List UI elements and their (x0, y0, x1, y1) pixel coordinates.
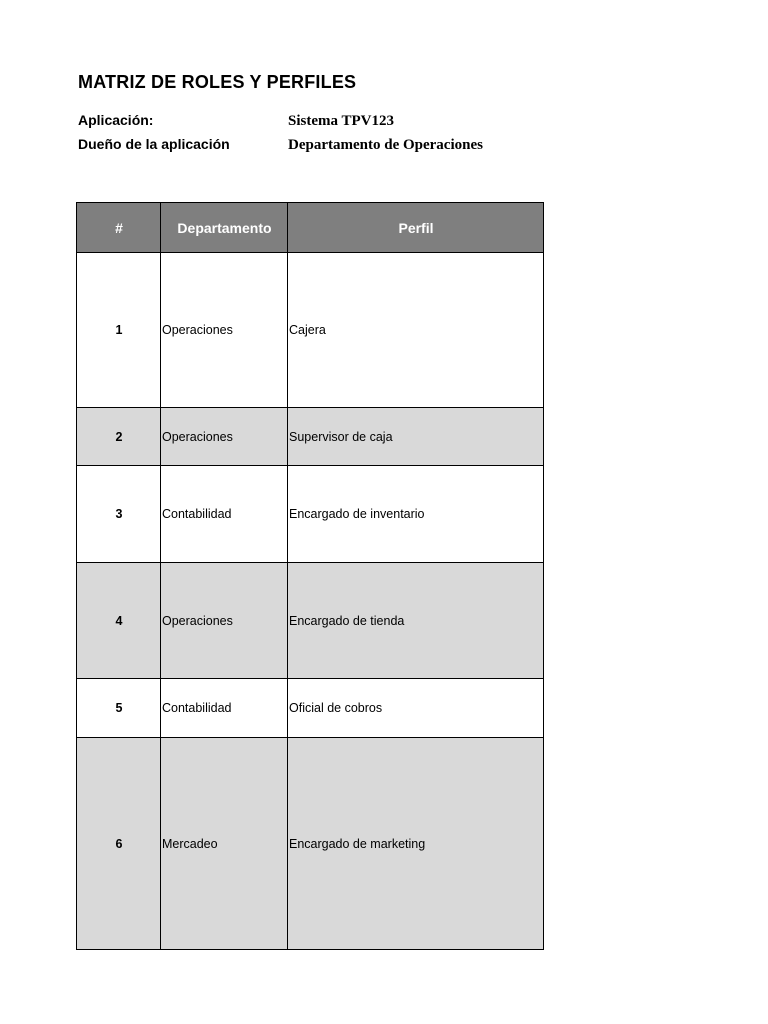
table-row (77, 563, 544, 679)
table-row (77, 408, 544, 466)
row-num: 6 (77, 738, 161, 950)
table-row (77, 253, 544, 408)
owner-label: Dueño de la aplicación (78, 136, 230, 152)
table-row (77, 679, 544, 738)
application-label: Aplicación: (78, 112, 154, 128)
row-department: Contabilidad (161, 466, 288, 563)
row-num: 4 (77, 563, 161, 679)
row-department: Contabilidad (161, 679, 288, 738)
row-num: 1 (77, 253, 161, 408)
header-num: # (77, 203, 161, 253)
header-department: Departamento (161, 203, 288, 253)
roles-matrix-table (76, 202, 544, 950)
row-num: 5 (77, 679, 161, 738)
row-profile: Encargado de marketing (288, 738, 544, 950)
row-profile: Encargado de inventario (288, 466, 544, 563)
row-department: Operaciones (161, 563, 288, 679)
row-num: 3 (77, 466, 161, 563)
application-value: Sistema TPV123 (288, 113, 394, 129)
row-profile: Supervisor de caja (288, 408, 544, 466)
row-department: Mercadeo (161, 738, 288, 950)
row-profile: Oficial de cobros (288, 679, 544, 738)
row-profile: Encargado de tienda (288, 563, 544, 679)
table-row (77, 466, 544, 563)
header-profile: Perfil (288, 203, 544, 253)
document-title: MATRIZ DE ROLES Y PERFILES (78, 72, 357, 92)
row-num: 2 (77, 408, 161, 466)
table-header-row (77, 203, 544, 253)
owner-value: Departamento de Operaciones (288, 137, 483, 153)
table-row (77, 738, 544, 950)
row-department: Operaciones (161, 253, 288, 408)
row-profile: Cajera (288, 253, 544, 408)
row-department: Operaciones (161, 408, 288, 466)
